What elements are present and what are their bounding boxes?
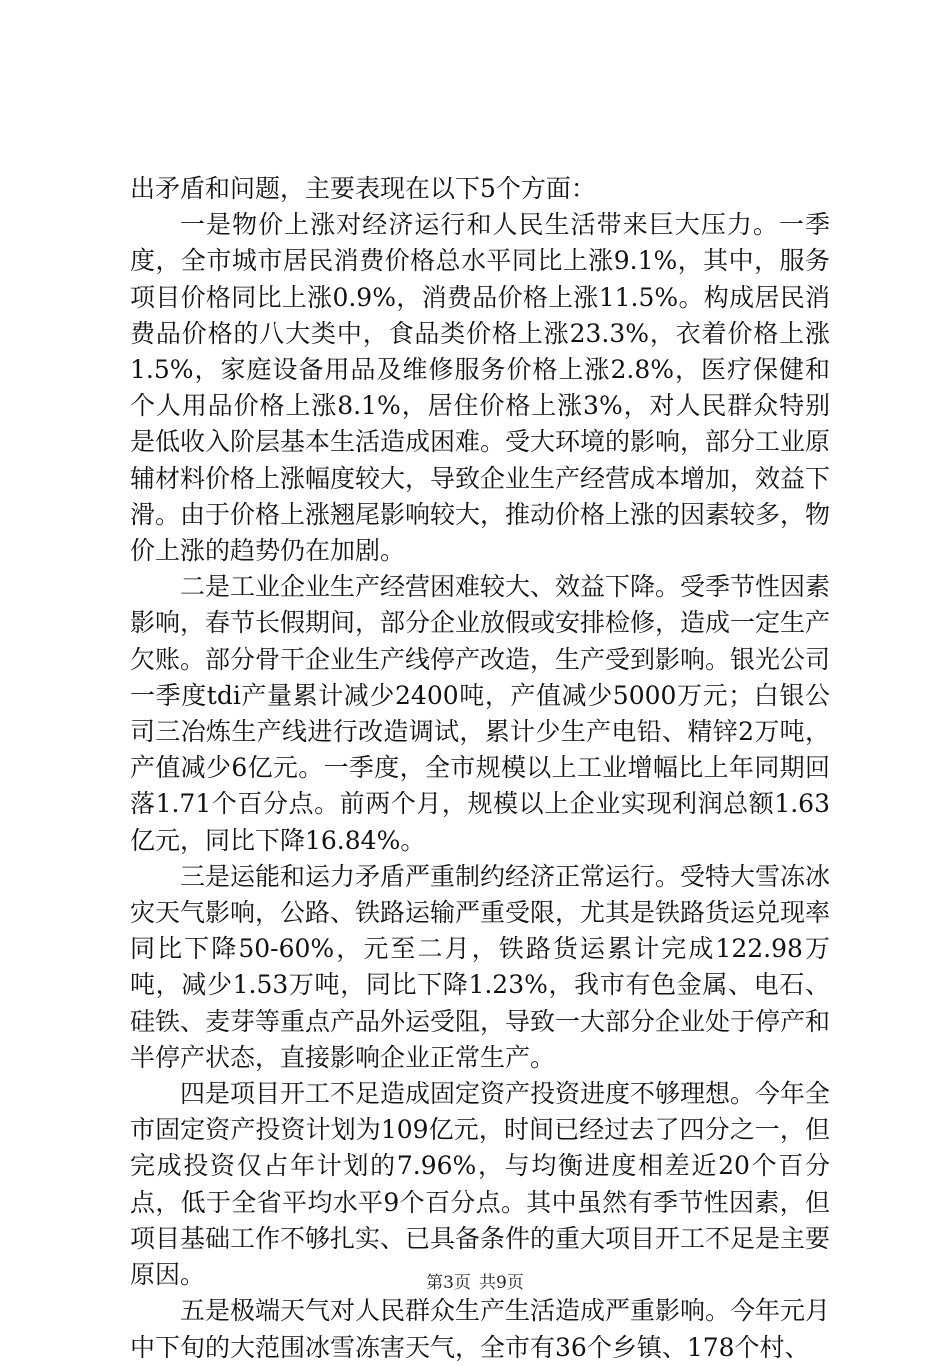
total-pages: 共9页 — [479, 1273, 524, 1293]
paragraph-industry-difficulty: 二是工业企业生产经营困难较大、效益下降。受季节性因素影响，春节长假期间，部分企业放假或安排检修，造成一定生产欠账。部分骨干企业生产线停产改造，生产受到影响。银光公司一季度tdi产量累计减少2400吨，产值减少5000万元；白银公司三冶炼生产线进行改造调试，累计少生产电铅、精锌2万吨，产值减少6亿元。一季度，全市规模以上工业增幅比上年同期回落1.71个百分点。前两个月，规模以上企业实现利润总额1.63亿元，同比下降16.84%。 — [130, 572, 831, 855]
paragraph-price-rise: 一是物价上涨对经济运行和人民生活带来巨大压力。一季度，全市城市居民消费价格总水平同比上涨9.1%，其中，服务项目价格同比上涨0.9%，消费品价格上涨11.5%。构成居民消费品价格的八大类中，食品类价格上涨23.3%，衣着价格上涨1.5%，家庭设备用品及维修服务价格上涨2.8%，医疗保健和个人用品价格上涨8.1%，居住价格上涨3%，对人民群众特别是低收入阶层基本生活造成困难。受大环境的影响，部分工业原辅材料价格上涨幅度较大，导致企业生产经营成本增加，效益下滑。由于价格上涨翘尾影响较大，推动价格上涨的因素较多，物价上涨的趋势仍在加剧。 — [130, 210, 831, 566]
paragraph-investment-progress: 四是项目开工不足造成固定资产投资进度不够理想。今年全市固定资产投资计划为109亿元，时间已经过去了四分之一，但完成投资仅占年计划的7.96%，与均衡进度相差近20个百分点，低于全省平均水平9个百分点。其中虽然有季节性因素，但项目基础工作不够扎实、已具备条件的重大项目开工不足是主要原因。 — [130, 1079, 831, 1290]
body-text — [130, 171, 830, 1366]
paragraph-continuation: 出矛盾和问题，主要表现在以下5个方面： — [130, 174, 596, 203]
page-footer — [0, 1268, 950, 1293]
paragraph-transport-capacity: 三是运能和运力矛盾严重制约经济正常运行。受特大雪冻冰灾天气影响，公路、铁路运输严重受限，尤其是铁路货运兑现率同比下降50-60%，元至二月，铁路货运累计完成122.98万吨，减少1.53万吨，同比下降1.23%，我市有色金属、电石、硅铁、麦芽等重点产品外运受阻，导致一大部分企业处于停产和半停产状态，直接影响企业正常生产。 — [130, 861, 831, 1072]
paragraph-extreme-weather: 五是极端天气对人民群众生产生活造成严重影响。今年元月中下旬的大范围冰雪冻害天气，全市有36个乡镇、178个村、 — [130, 1296, 831, 1362]
page-number: 第3页 — [426, 1273, 471, 1293]
